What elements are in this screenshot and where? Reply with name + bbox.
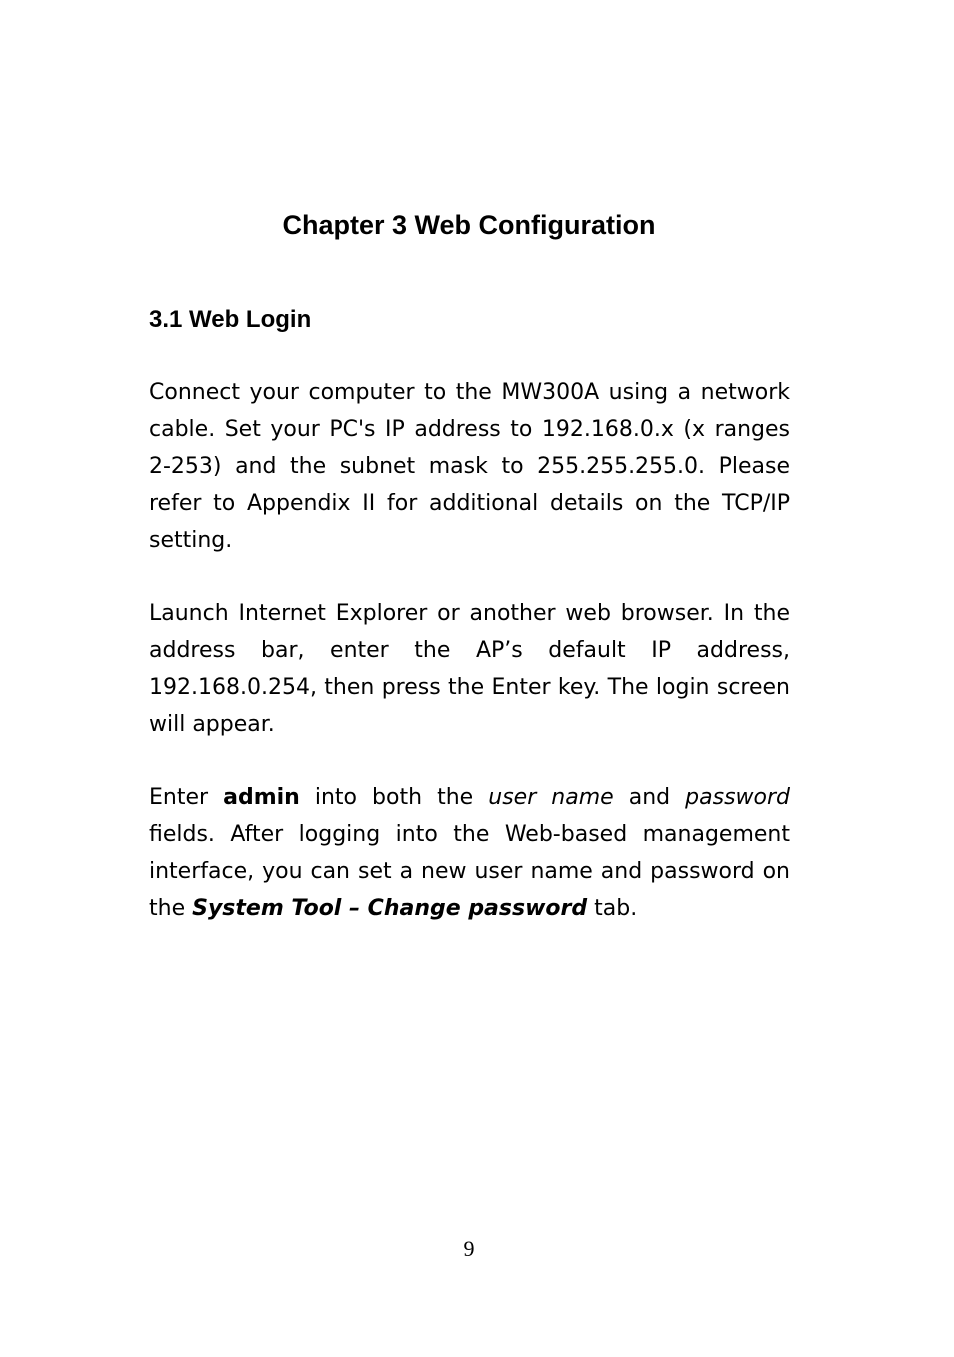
system-tool-tab-reference: System Tool – Change password [192,896,588,921]
paragraph-network-setup: Connect your computer to the MW300A using a network cable. Set your PC's IP address to 192.168.0.x (x ranges 2-253) and the subnet mask to 255.255.255.0. Please refer to Appendix II for additional details on the TCP/IP setting. [149,380,790,553]
paragraph-login-credentials [149,779,790,927]
text-run: Enter [149,785,224,810]
page-number: 9 [463,1236,475,1261]
chapter-title: Chapter 3 Web Configuration [282,210,656,240]
text-run: tab. [587,896,638,921]
text-run: fields. After logging into the Web-based management interface, you can set a new user name and password on the [149,822,790,921]
password-term: password [685,785,790,810]
section-title: 3.1 Web Login [149,306,312,333]
admin-keyword: admin [223,785,300,810]
user-name-term: user name [488,785,614,810]
text-run: and [613,785,686,810]
text-run: into both the [299,785,489,810]
paragraph-launch-browser: Launch Internet Explorer or another web browser. In the address bar, enter the AP’s default IP address, 192.168.0.254, then press the Enter key. The login screen will appear. [149,601,790,737]
